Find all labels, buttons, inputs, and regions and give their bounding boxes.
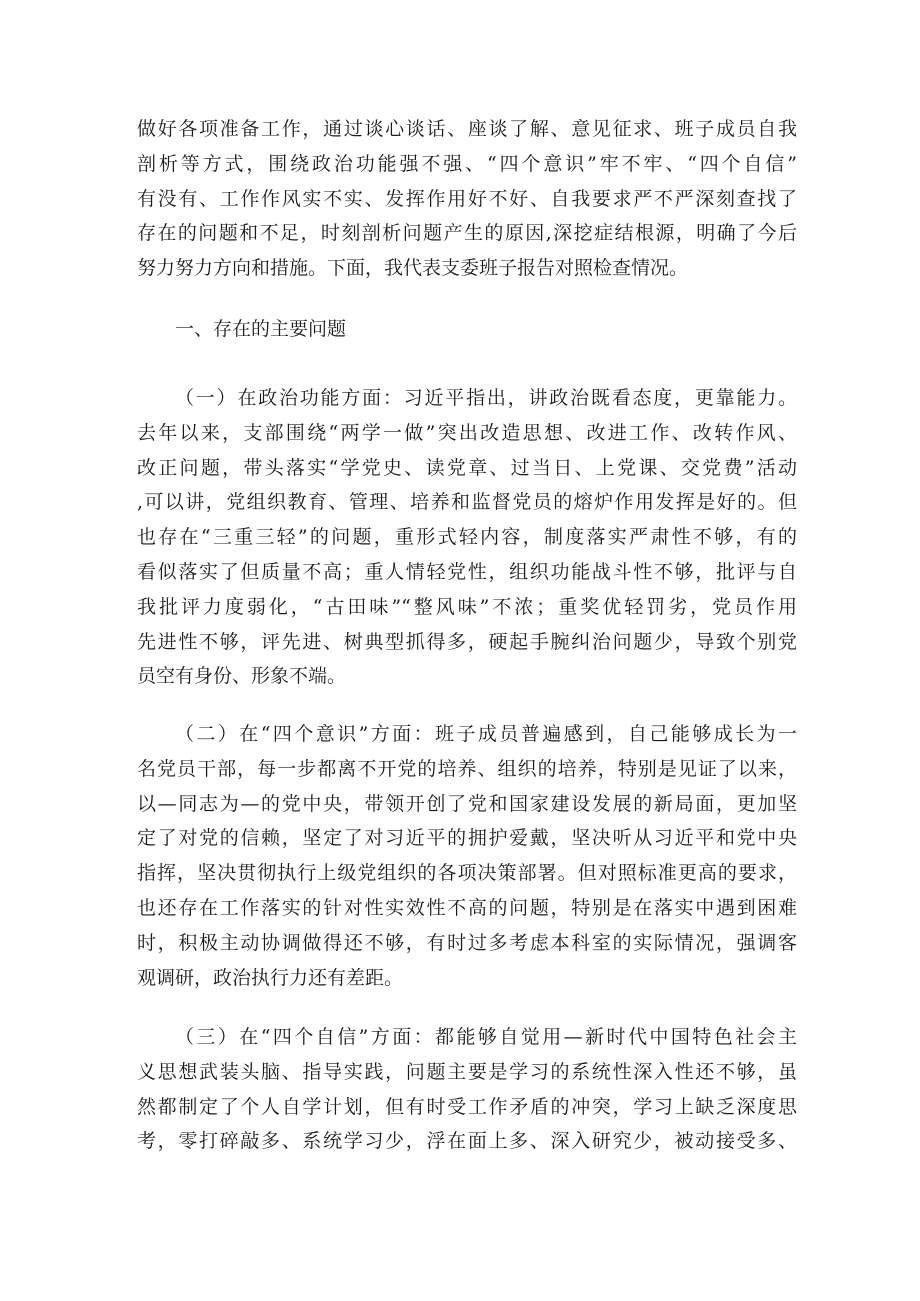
text-line: 指挥，坚决贯彻执行上级党组织的各项决策部署。但对照标准更高的要求，: [137, 862, 797, 885]
text-line: 有没有、工作作风实不实、发挥作用好不好、自我要求严不严深刻查找了: [137, 187, 797, 210]
text-line: 先进性不够，评先进、树典型抓得多，硬起手腕纠治问题少，导致个别党: [137, 630, 797, 653]
text-line: 做好各项准备工作，通过谈心谈话、座谈了解、意见征求、班子成员自我: [137, 118, 797, 140]
text-line: 名党员干部，每一步都离不开党的培养、组织的培养，特别是见证了以来，: [137, 757, 797, 780]
section-heading: [137, 312, 797, 347]
text-line: 去年以来，支部围绕“两学一做”突出改造思想、改进工作、改转作风、: [137, 421, 797, 444]
text-line: 改正问题，带头落实“学党史、读党章、过当日、上党课、交党费”活动: [137, 456, 797, 479]
text-line: 看似落实了但质量不高；重人情轻党性，组织功能战斗性不够，批评与自: [137, 560, 797, 583]
text-line: （一）在政治功能方面：习近平指出，讲政治既看态度，更靠能力。: [175, 387, 797, 409]
text-line: 以—同志为—的党中央，带领开创了党和国家建设发展的新局面，更加坚: [137, 792, 797, 815]
paragraph-four-confidences: [137, 1020, 797, 1159]
text-line: 义思想武装头脑、指导实践，问题主要是学习的系统性深入性还不够，虽: [137, 1060, 797, 1083]
intro-paragraph: [137, 112, 797, 286]
text-line: 也还存在工作落实的针对性实效性不高的问题，特别是在落实中遇到困难: [137, 896, 797, 919]
text-line: 观调研，政治执行力还有差距。: [137, 966, 404, 989]
heading-text: 一、存在的主要问题: [175, 318, 347, 340]
text-line: 考，零打碎敲多、系统学习少，浮在面上多、深入研究少，被动接受多、: [137, 1130, 797, 1153]
text-line: 员空有身份、形象不端。: [137, 665, 347, 688]
text-line: 然都制定了个人自学计划，但有时受工作矛盾的冲突，学习上缺乏深度思: [137, 1095, 797, 1118]
text-line: 我批评力度弱化，“古田味”“整风味”不浓；重奖优轻罚劣，党员作用: [137, 595, 797, 618]
text-line: 定了对党的信赖，坚定了对习近平的拥护爱戴，坚决听从习近平和党中央: [137, 827, 797, 850]
paragraph-political-function: [137, 381, 797, 694]
paragraph-four-consciousness: [137, 717, 797, 995]
text-line: 也存在“三重三轻”的问题，重形式轻内容，制度落实严肃性不够，有的: [137, 526, 797, 549]
text-line: 存在的问题和不足，时刻剖析问题产生的原因,深挖症结根源，明确了今后: [137, 222, 797, 245]
text-line: 时，积极主动协调做得还不够，有时过多考虑本科室的实际情况，强调客: [137, 931, 797, 954]
text-line: （二）在“四个意识”方面：班子成员普遍感到，自己能够成长为一: [175, 723, 797, 745]
text-line: 剖析等方式，围绕政治功能强不强、“四个意识”牢不牢、“四个自信”: [137, 152, 797, 175]
text-line: 努力努力方向和措施。下面，我代表支委班子报告对照检查情况。: [137, 257, 689, 280]
text-line: ,可以讲，党组织教育、管理、培养和监督党员的熔炉作用发挥是好的。但: [137, 491, 797, 514]
text-line: （三）在“四个自信”方面：都能够自觉用—新时代中国特色社会主: [175, 1026, 797, 1048]
